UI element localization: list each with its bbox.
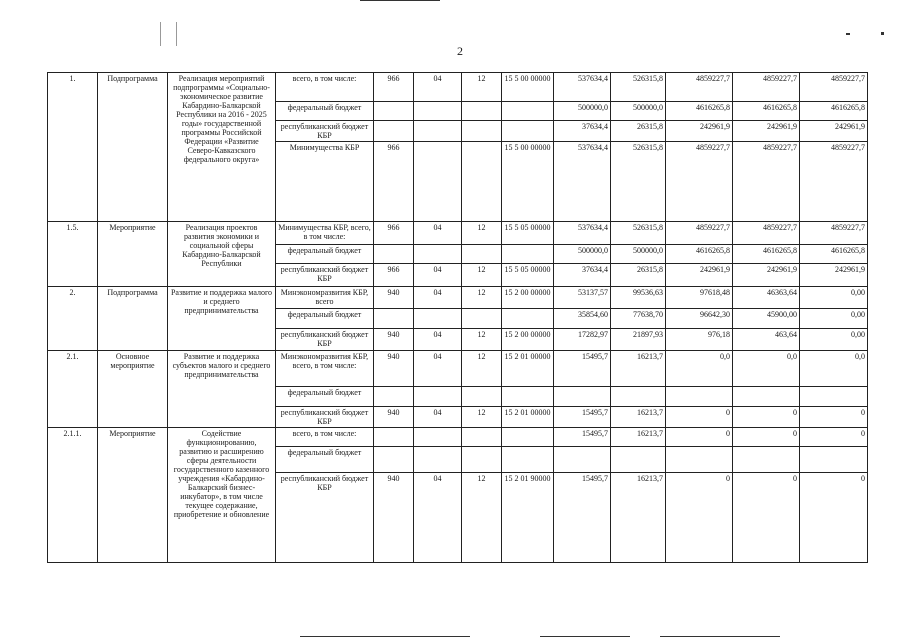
funding-source-cell: федеральный бюджет (276, 387, 374, 407)
amount-cell: 26315,8 (611, 264, 666, 287)
code-cell (414, 447, 462, 473)
amount-cell: 16213,7 (611, 473, 666, 563)
code-cell (414, 428, 462, 447)
row-type-cell: Основное мероприятие (98, 351, 168, 428)
amount-cell: 242961,9 (800, 264, 868, 287)
funding-source-cell: всего, в том числе: (276, 428, 374, 447)
funding-source-cell: Минэкономразвития КБР, всего (276, 287, 374, 309)
scan-mark (300, 636, 470, 637)
code-cell (502, 121, 554, 142)
code-cell: 12 (462, 329, 502, 351)
budget-table (47, 72, 868, 563)
amount-cell (611, 447, 666, 473)
amount-cell: 4859227,7 (800, 222, 868, 245)
amount-cell: 15495,7 (554, 351, 611, 387)
amount-cell: 15495,7 (554, 473, 611, 563)
code-cell (414, 102, 462, 121)
amount-cell: 526315,8 (611, 142, 666, 222)
row-name-cell: Развитие и поддержка субъектов малого и среднего предпринимательства (168, 351, 276, 428)
amount-cell: 242961,9 (666, 264, 733, 287)
amount-cell: 99536,63 (611, 287, 666, 309)
funding-source-cell: республиканский бюджет КБР (276, 329, 374, 351)
amount-cell (733, 387, 800, 407)
code-cell (502, 447, 554, 473)
amount-cell (554, 447, 611, 473)
amount-cell: 537634,4 (554, 142, 611, 222)
amount-cell (611, 387, 666, 407)
scan-mark (176, 22, 177, 46)
code-cell (414, 142, 462, 222)
code-cell: 04 (414, 351, 462, 387)
amount-cell: 537634,4 (554, 222, 611, 245)
amount-cell: 96642,30 (666, 309, 733, 329)
table-row (48, 287, 868, 309)
code-cell: 12 (462, 473, 502, 563)
code-cell (374, 428, 414, 447)
amount-cell: 242961,9 (800, 121, 868, 142)
funding-source-cell: федеральный бюджет (276, 447, 374, 473)
row-type-cell: Подпрограмма (98, 73, 168, 222)
row-number-cell: 1. (48, 73, 98, 222)
page-number: 2 (457, 44, 463, 58)
amount-cell: 35854,60 (554, 309, 611, 329)
amount-cell: 0,00 (800, 329, 868, 351)
code-cell: 940 (374, 473, 414, 563)
amount-cell: 4859227,7 (733, 73, 800, 102)
amount-cell: 4859227,7 (666, 73, 733, 102)
code-cell (462, 387, 502, 407)
code-cell (502, 387, 554, 407)
row-type-cell: Подпрограмма (98, 287, 168, 351)
amount-cell: 0,00 (800, 287, 868, 309)
code-cell (462, 142, 502, 222)
scan-mark (881, 32, 884, 35)
scan-mark (360, 0, 440, 1)
code-cell (374, 447, 414, 473)
amount-cell: 37634,4 (554, 121, 611, 142)
code-cell: 12 (462, 73, 502, 102)
funding-source-cell: республиканский бюджет КБР (276, 264, 374, 287)
amount-cell: 4616265,8 (666, 245, 733, 264)
row-type-cell: Мероприятие (98, 222, 168, 287)
amount-cell (554, 387, 611, 407)
code-cell: 04 (414, 287, 462, 309)
code-cell: 12 (462, 407, 502, 428)
code-cell: 04 (414, 329, 462, 351)
amount-cell: 0 (800, 473, 868, 563)
code-cell (502, 102, 554, 121)
code-cell: 966 (374, 264, 414, 287)
amount-cell: 4616265,8 (800, 102, 868, 121)
amount-cell: 4616265,8 (733, 102, 800, 121)
code-cell: 04 (414, 407, 462, 428)
amount-cell: 0 (800, 428, 868, 447)
amount-cell: 242961,9 (666, 121, 733, 142)
funding-source-cell: федеральный бюджет (276, 102, 374, 121)
funding-source-cell: федеральный бюджет (276, 309, 374, 329)
amount-cell: 97618,48 (666, 287, 733, 309)
row-name-cell: Развитие и поддержка малого и среднего предпринимательства (168, 287, 276, 351)
code-cell: 15 2 01 90000 (502, 473, 554, 563)
amount-cell (800, 387, 868, 407)
amount-cell: 500000,0 (611, 245, 666, 264)
amount-cell: 500000,0 (611, 102, 666, 121)
row-type-cell: Мероприятие (98, 428, 168, 563)
amount-cell: 0 (666, 428, 733, 447)
code-cell (502, 428, 554, 447)
code-cell: 12 (462, 351, 502, 387)
scan-mark (660, 636, 780, 637)
row-number-cell: 1.5. (48, 222, 98, 287)
code-cell: 940 (374, 329, 414, 351)
amount-cell (666, 387, 733, 407)
amount-cell: 242961,9 (733, 264, 800, 287)
funding-source-cell: федеральный бюджет (276, 245, 374, 264)
code-cell (374, 387, 414, 407)
table-row (48, 351, 868, 387)
amount-cell: 4859227,7 (733, 222, 800, 245)
code-cell (462, 447, 502, 473)
amount-cell (733, 447, 800, 473)
code-cell (374, 121, 414, 142)
code-cell (414, 245, 462, 264)
amount-cell: 0,0 (800, 351, 868, 387)
code-cell (502, 245, 554, 264)
amount-cell: 0 (666, 473, 733, 563)
code-cell: 15 2 00 00000 (502, 329, 554, 351)
amount-cell: 17282,97 (554, 329, 611, 351)
amount-cell: 4859227,7 (800, 142, 868, 222)
amount-cell: 37634,4 (554, 264, 611, 287)
amount-cell: 21897,93 (611, 329, 666, 351)
code-cell: 940 (374, 407, 414, 428)
row-name-cell: Содействие функционированию, развитию и расширению сферы деятельности государственного казенного учреждения «Кабардино-Балкарский бизнес-инкубатор», в том числе текущее содержание, приобретение и обновление (168, 428, 276, 563)
code-cell (462, 245, 502, 264)
amount-cell: 0 (733, 473, 800, 563)
row-name-cell: Реализация проектов развития экономики и социальной сферы Кабардино-Балкарской Республики (168, 222, 276, 287)
amount-cell: 0,00 (800, 309, 868, 329)
row-name-cell: Реализация мероприятий подпрограммы «Социально-экономическое развитие Кабардино-Балкарской Республики на 2016 - 2025 годы» государственной программы Российской Федерации «Развитие Северо-Кавказского федерального округа» (168, 73, 276, 222)
code-cell (374, 245, 414, 264)
amount-cell (800, 447, 868, 473)
code-cell: 12 (462, 264, 502, 287)
code-cell: 15 5 00 00000 (502, 142, 554, 222)
amount-cell: 537634,4 (554, 73, 611, 102)
amount-cell: 0 (733, 428, 800, 447)
amount-cell: 26315,8 (611, 121, 666, 142)
amount-cell: 500000,0 (554, 102, 611, 121)
amount-cell: 0,0 (666, 351, 733, 387)
code-cell: 04 (414, 222, 462, 245)
amount-cell: 4859227,7 (666, 222, 733, 245)
code-cell: 04 (414, 473, 462, 563)
code-cell (414, 121, 462, 142)
code-cell (502, 309, 554, 329)
code-cell: 966 (374, 73, 414, 102)
amount-cell: 16213,7 (611, 407, 666, 428)
code-cell: 15 5 05 00000 (502, 222, 554, 245)
code-cell: 12 (462, 287, 502, 309)
table-row (48, 428, 868, 447)
amount-cell: 4859227,7 (800, 73, 868, 102)
table-row (48, 222, 868, 245)
funding-source-cell: Минимущества КБР (276, 142, 374, 222)
code-cell: 15 2 01 00000 (502, 407, 554, 428)
amount-cell: 976,18 (666, 329, 733, 351)
code-cell: 04 (414, 264, 462, 287)
amount-cell: 45900,00 (733, 309, 800, 329)
amount-cell: 242961,9 (733, 121, 800, 142)
code-cell: 04 (414, 73, 462, 102)
amount-cell: 526315,8 (611, 222, 666, 245)
code-cell (462, 309, 502, 329)
code-cell (374, 102, 414, 121)
code-cell: 15 5 05 00000 (502, 264, 554, 287)
code-cell: 15 2 00 00000 (502, 287, 554, 309)
amount-cell: 4859227,7 (666, 142, 733, 222)
row-number-cell: 2.1.1. (48, 428, 98, 563)
amount-cell: 0 (800, 407, 868, 428)
amount-cell: 16213,7 (611, 351, 666, 387)
amount-cell: 500000,0 (554, 245, 611, 264)
code-cell: 966 (374, 142, 414, 222)
amount-cell: 46363,64 (733, 287, 800, 309)
amount-cell: 4616265,8 (666, 102, 733, 121)
funding-source-cell: республиканский бюджет КБР (276, 407, 374, 428)
funding-source-cell: Минимущества КБР, всего, в том числе: (276, 222, 374, 245)
code-cell (462, 121, 502, 142)
row-number-cell: 2.1. (48, 351, 98, 428)
amount-cell: 526315,8 (611, 73, 666, 102)
amount-cell: 463,64 (733, 329, 800, 351)
amount-cell: 15495,7 (554, 407, 611, 428)
code-cell (414, 309, 462, 329)
funding-source-cell: Минэкономразвития КБР, всего, в том числе: (276, 351, 374, 387)
code-cell: 966 (374, 222, 414, 245)
code-cell: 15 2 01 00000 (502, 351, 554, 387)
amount-cell: 0,0 (733, 351, 800, 387)
funding-source-cell: республиканский бюджет КБР (276, 121, 374, 142)
amount-cell: 53137,57 (554, 287, 611, 309)
code-cell: 15 5 00 00000 (502, 73, 554, 102)
row-number-cell: 2. (48, 287, 98, 351)
amount-cell: 77638,70 (611, 309, 666, 329)
amount-cell: 0 (733, 407, 800, 428)
amount-cell: 15495,7 (554, 428, 611, 447)
funding-source-cell: республиканский бюджет КБР (276, 473, 374, 563)
code-cell (462, 102, 502, 121)
code-cell: 940 (374, 287, 414, 309)
funding-source-cell: всего, в том числе: (276, 73, 374, 102)
code-cell (414, 387, 462, 407)
amount-cell: 4616265,8 (800, 245, 868, 264)
amount-cell: 4616265,8 (733, 245, 800, 264)
scan-mark (846, 33, 850, 35)
scan-mark (540, 636, 630, 637)
amount-cell (666, 447, 733, 473)
code-cell: 940 (374, 351, 414, 387)
scan-mark (160, 22, 161, 46)
code-cell: 12 (462, 222, 502, 245)
table-row (48, 73, 868, 102)
amount-cell: 16213,7 (611, 428, 666, 447)
amount-cell: 0 (666, 407, 733, 428)
code-cell (374, 309, 414, 329)
code-cell (462, 428, 502, 447)
amount-cell: 4859227,7 (733, 142, 800, 222)
